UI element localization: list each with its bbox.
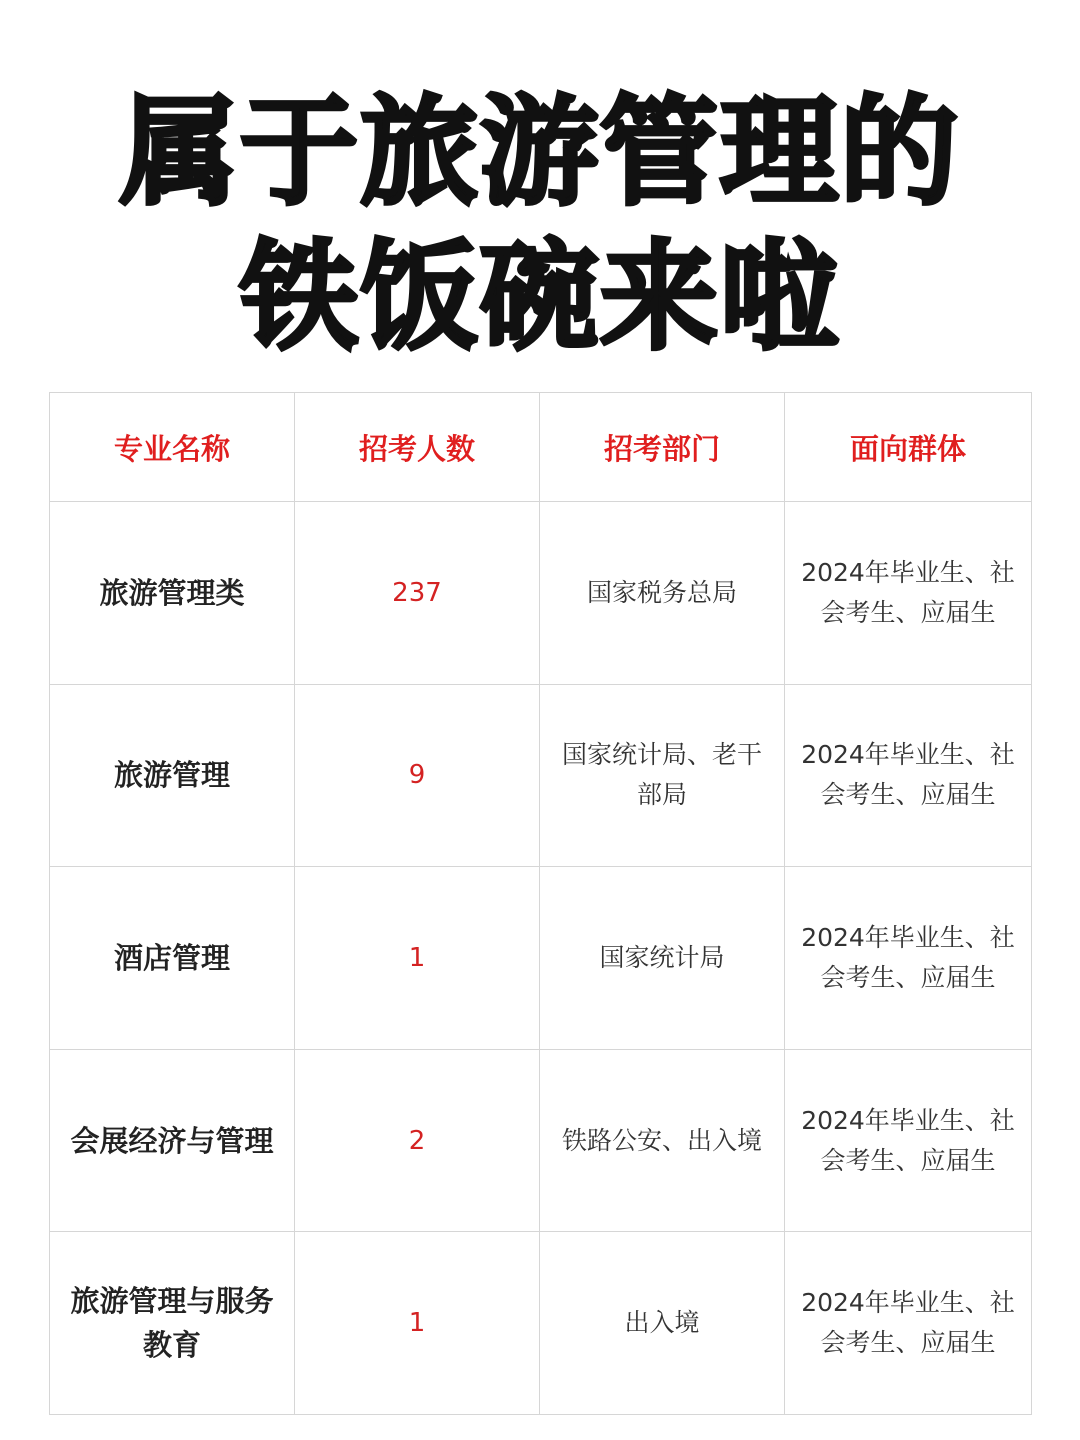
title-line-1: 属于旅游管理的 bbox=[119, 83, 960, 221]
header-recruit-count: 招考人数 bbox=[295, 393, 540, 502]
page-title bbox=[0, 80, 1080, 370]
cell-recruit-dept: 国家统计局 bbox=[540, 867, 785, 1050]
cell-major-name: 旅游管理类 bbox=[50, 502, 295, 685]
header-major-name: 专业名称 bbox=[50, 393, 295, 502]
cell-recruit-count: 2 bbox=[295, 1049, 540, 1232]
table-row bbox=[50, 1232, 1032, 1415]
header-target-group: 面向群体 bbox=[785, 393, 1032, 502]
table-row bbox=[50, 1049, 1032, 1232]
recruitment-table bbox=[49, 392, 1032, 1415]
cell-target-group: 2024年毕业生、社会考生、应届生 bbox=[785, 1049, 1032, 1232]
table-row bbox=[50, 684, 1032, 867]
header-recruit-dept: 招考部门 bbox=[540, 393, 785, 502]
cell-recruit-count: 1 bbox=[295, 1232, 540, 1415]
header-row bbox=[50, 393, 1032, 502]
cell-recruit-count: 237 bbox=[295, 502, 540, 685]
cell-major-name: 旅游管理 bbox=[50, 684, 295, 867]
title-line-2: 铁饭碗来啦 bbox=[239, 228, 840, 366]
cell-major-name: 会展经济与管理 bbox=[50, 1049, 295, 1232]
cell-recruit-dept: 国家统计局、老干部局 bbox=[540, 684, 785, 867]
cell-target-group: 2024年毕业生、社会考生、应届生 bbox=[785, 867, 1032, 1050]
cell-recruit-count: 9 bbox=[295, 684, 540, 867]
cell-major-name: 酒店管理 bbox=[50, 867, 295, 1050]
cell-major-name: 旅游管理与服务教育 bbox=[50, 1232, 295, 1415]
cell-recruit-dept: 出入境 bbox=[540, 1232, 785, 1415]
cell-recruit-dept: 铁路公安、出入境 bbox=[540, 1049, 785, 1232]
table-row bbox=[50, 867, 1032, 1050]
cell-target-group: 2024年毕业生、社会考生、应届生 bbox=[785, 502, 1032, 685]
cell-recruit-dept: 国家税务总局 bbox=[540, 502, 785, 685]
table-row bbox=[50, 502, 1032, 685]
cell-target-group: 2024年毕业生、社会考生、应届生 bbox=[785, 684, 1032, 867]
cell-recruit-count: 1 bbox=[295, 867, 540, 1050]
cell-target-group: 2024年毕业生、社会考生、应届生 bbox=[785, 1232, 1032, 1415]
